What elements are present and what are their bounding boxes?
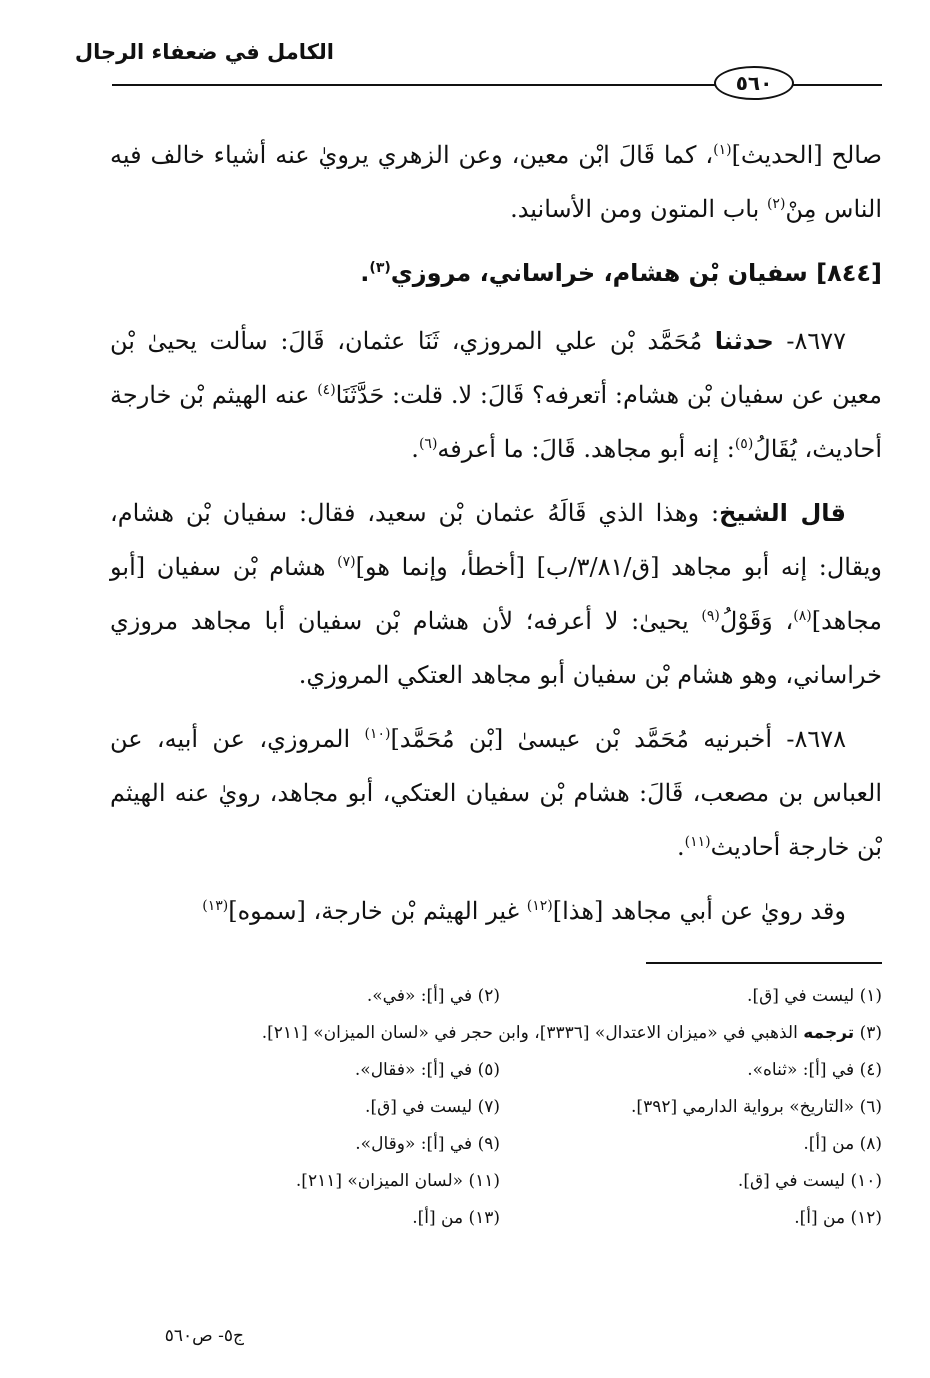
text-segment: باب المتون ومن الأسانيد.	[510, 195, 767, 223]
footnote-row	[130, 1126, 882, 1163]
footnote-marker: (١٠)	[364, 726, 391, 742]
footnote-8: (٨) من [أ].	[803, 1134, 882, 1154]
footnote-row	[130, 1163, 882, 1200]
text-segment: ، كما قَالَ ابْن معين، وعن الزهري يرويٰ عنه أشياء خالف فيه الناس مِنْ	[110, 141, 882, 223]
text-segment: هشام بْن سفيان [أبو مجاهد]	[110, 553, 882, 635]
bold-keyword: حدثنا	[714, 327, 774, 355]
footnote-marker: (٥)	[734, 436, 754, 452]
footnote-marker: (٧)	[337, 554, 356, 570]
volume-page-ref: ج٥- ص٥٦٠	[164, 1326, 244, 1346]
footnote-4: (٤) في [أ]: «ثناه».	[747, 1060, 882, 1080]
text-segment: مُحَمَّد بْن علي المروزي، ثَنَا عثمان، قَالَ: سألت يحيىٰ بْن معين عن سفيان بْن هشام: أتعرفه؟ قَالَ: لا. قلت: حَدَّثَنَا	[110, 327, 882, 409]
main-text	[110, 128, 882, 948]
footnote-marker: (١١)	[684, 834, 711, 850]
bold-keyword: ترجمه	[803, 1023, 855, 1043]
text-segment: الذهبي في «ميزان الاعتدال» [٣٣٣٦]، وابن حجر في «لسان الميزان» [٢١١].	[261, 1023, 804, 1043]
footnotes	[130, 978, 882, 1237]
footnote-marker: (٤)	[317, 382, 336, 398]
footnote-10: (١٠) ليست في [ق].	[737, 1171, 882, 1191]
footnote-row	[130, 1089, 882, 1126]
footnote-6: (٦) «التاريخ» برواية الدارمي [٣٩٢].	[631, 1097, 882, 1117]
page-number: ٥٦٠	[714, 66, 794, 100]
footnote-7: (٧) ليست في [ق].	[365, 1097, 500, 1117]
footnote-row	[130, 1052, 882, 1089]
paragraph-intro	[110, 128, 882, 236]
footnote-marker: (٢)	[766, 196, 786, 212]
text-segment: ٨٦٧٨- أخبرنيه مُحَمَّد بْن عيسىٰ [بْن مُحَمَّد]	[390, 725, 846, 753]
footnote-2: (٢) في [أ]: «في».	[366, 986, 500, 1006]
text-segment: .	[676, 833, 685, 861]
heading-end: .	[360, 259, 370, 287]
section-heading	[110, 246, 882, 300]
entry-8677	[110, 314, 882, 476]
text-segment: عنه الهيثم بْن خارجة أحاديث، يُقَالُ	[110, 381, 882, 463]
text-segment: صالح [الحديث]	[731, 141, 882, 169]
text-segment: : إنه أبو مجاهد. قَالَ: ما أعرفه	[437, 435, 735, 463]
footnote-marker: (١٣)	[202, 898, 229, 914]
footnote-12: (١٢) من [أ].	[794, 1208, 882, 1228]
footnote-13: (١٣) من [أ].	[412, 1208, 500, 1228]
text-segment: .	[411, 435, 419, 463]
footnote-5: (٥) في [أ]: «فقال».	[354, 1060, 500, 1080]
text-segment: المروزي، عن أبيه، عن العباس بن مصعب، قَالَ: هشام بْن سفيان العتكي، أبو مجاهد، رويٰ عنه الهيثم بْن خارجة أحاديث	[110, 725, 882, 861]
text-segment: ٨٦٧٧-	[773, 327, 846, 355]
text-segment: ، وَقَوْلُ	[719, 607, 794, 635]
text-segment: غير الهيثم بْن خارجة، [سموه]	[228, 897, 527, 925]
heading-text: [٨٤٤] سفيان بْن هشام، خراساني، مروزي	[390, 259, 882, 287]
footnote-3	[130, 1015, 882, 1052]
footnote-marker: (٦)	[418, 436, 438, 452]
footnote-rule	[646, 962, 882, 964]
footnote-marker: (٨)	[793, 608, 812, 624]
footnote-marker: (٩)	[701, 608, 720, 624]
footnote-9: (٩) في [أ]: «وقال».	[355, 1134, 500, 1154]
running-title: الكامل في ضعفاء الرجال	[74, 40, 334, 64]
footnote-1: (١) ليست في [ق].	[747, 986, 882, 1006]
text-segment: : وهذا الذي قَالَهُ عثمان بْن سعيد، فقال: سفيان بْن هشام، ويقال: إنه أبو مجاهد [ق/٣/٨١/ب] [أخطأ، وإنما هو]	[110, 499, 882, 581]
footnote-marker: (١٢)	[526, 898, 553, 914]
text-segment: (٣)	[854, 1023, 882, 1043]
footnote-row	[130, 1200, 882, 1237]
footnote-marker: (١)	[713, 142, 732, 158]
footnote-11: (١١) «لسان الميزان» [٢١١].	[295, 1171, 500, 1191]
footnote-row	[130, 978, 882, 1015]
bold-keyword: قال الشيخ	[719, 499, 846, 527]
continuation-paragraph	[110, 884, 882, 938]
sheikh-comment	[110, 486, 882, 702]
text-segment: وقد رويٰ عن أبي مجاهد [هذا]	[552, 897, 846, 925]
heading-note-marker: (٣)	[369, 260, 391, 276]
entry-8678	[110, 712, 882, 874]
text-segment: يحيىٰ: لا أعرفه؛ لأن هشام بْن سفيان أبا مجاهد مروزي خراساني، وهو هشام بْن سفيان أبو مجاهد العتكي المروزي.	[110, 607, 882, 689]
